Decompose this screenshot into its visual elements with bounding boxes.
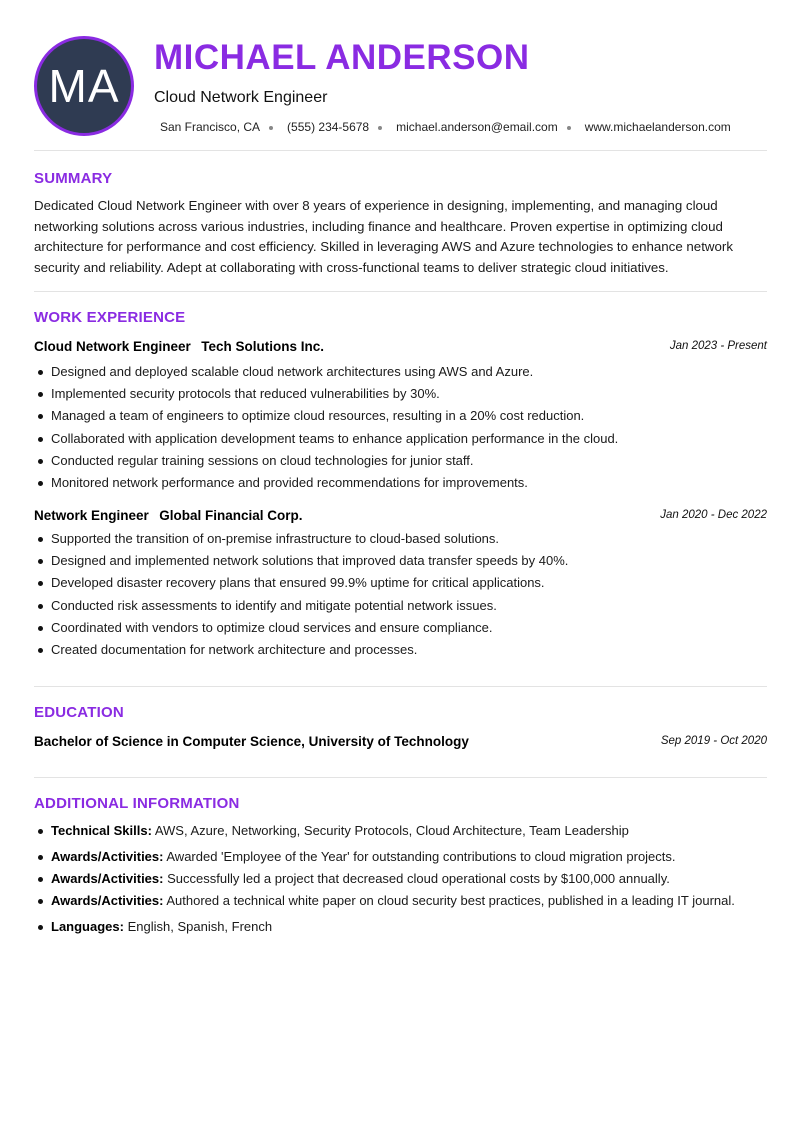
avatar xyxy=(34,36,134,136)
list-item xyxy=(34,820,767,846)
list-item: Managed a team of engineers to optimize cloud resources, resulting in a 20% cost reduction. xyxy=(34,405,767,427)
info-label: Awards/Activities: xyxy=(51,871,164,886)
list-item: Designed and implemented network solutions that improved data transfer speeds by 40%. xyxy=(34,550,767,572)
job-company: Global Financial Corp. xyxy=(159,508,303,523)
job-title: Cloud Network Engineer xyxy=(34,339,191,354)
contact-location: San Francisco, CA xyxy=(160,120,261,134)
list-item xyxy=(34,890,767,916)
education-dates: Sep 2019 - Oct 2020 xyxy=(660,735,767,747)
candidate-name: MICHAEL ANDERSON xyxy=(154,38,530,77)
contact-bar xyxy=(160,120,731,134)
info-label: Languages: xyxy=(51,919,124,934)
list-item: Conducted regular training sessions on cloud technologies for junior staff. xyxy=(34,450,767,472)
list-item: Conducted risk assessments to identify and mitigate potential network issues. xyxy=(34,595,767,617)
list-item: Collaborated with application development teams to enhance application performance in the cloud. xyxy=(34,428,767,450)
separator-dot-icon xyxy=(269,126,273,130)
info-value: Authored a technical white paper on cloud security best practices, published in a leading IT journal. xyxy=(166,893,735,908)
info-label: Awards/Activities: xyxy=(51,849,164,864)
separator-dot-icon xyxy=(378,126,382,130)
summary-text: Dedicated Cloud Network Engineer with over 8 years of experience in designing, implementing, and managing cloud networking solutions across various industries, including finance and healthcare. Proven expertise in optimizing cloud architecture for performance and cost efficiency. Skilled in leveraging AWS and Azure technologies to enhance network security and reliability. Adept at collaborating with cross-functional teams to deliver strategic cloud initiatives. xyxy=(34,198,733,275)
info-label: Technical Skills: xyxy=(51,823,152,838)
job-bullet-list xyxy=(34,361,767,494)
info-value: Successfully led a project that decreased cloud operational costs by $100,000 annually. xyxy=(167,871,670,886)
list-item: Developed disaster recovery plans that ensured 99.9% uptime for critical applications. xyxy=(34,572,767,594)
education-entry xyxy=(34,733,767,751)
avatar-initials: MA xyxy=(48,60,120,112)
info-value: English, Spanish, French xyxy=(127,919,273,934)
list-item: Implemented security protocols that reduced vulnerabilities by 30%. xyxy=(34,383,767,405)
additional-information-heading: ADDITIONAL INFORMATION xyxy=(34,795,240,812)
education-heading: EDUCATION xyxy=(34,704,124,721)
job-header xyxy=(34,507,767,525)
job-company: Tech Solutions Inc. xyxy=(201,339,324,354)
education-degree: Bachelor of Science in Computer Science, University of Technology xyxy=(34,734,469,749)
info-value: Awarded 'Employee of the Year' for outstanding contributions to cloud migration projects. xyxy=(166,849,676,864)
section-divider xyxy=(34,777,767,778)
list-item: Designed and deployed scalable cloud network architectures using AWS and Azure. xyxy=(34,361,767,383)
section-divider xyxy=(34,150,767,151)
list-item: Monitored network performance and provided recommendations for improvements. xyxy=(34,472,767,494)
candidate-role: Cloud Network Engineer xyxy=(154,89,328,106)
section-divider xyxy=(34,291,767,292)
section-divider xyxy=(34,686,767,687)
summary-heading: SUMMARY xyxy=(34,170,113,187)
job-title: Network Engineer xyxy=(34,508,149,523)
list-item: Created documentation for network architecture and processes. xyxy=(34,639,767,661)
contact-email[interactable]: michael.anderson@email.com xyxy=(396,120,558,134)
list-item xyxy=(34,846,767,868)
list-item xyxy=(34,868,767,890)
separator-dot-icon xyxy=(567,126,571,130)
job-header xyxy=(34,338,767,356)
info-label: Awards/Activities: xyxy=(51,893,164,908)
additional-info-list xyxy=(34,820,767,938)
info-value: AWS, Azure, Networking, Security Protocols, Cloud Architecture, Team Leadership xyxy=(154,823,629,838)
contact-website[interactable]: www.michaelanderson.com xyxy=(584,120,731,134)
job-dates: Jan 2020 - Dec 2022 xyxy=(660,509,767,521)
job-dates: Jan 2023 - Present xyxy=(669,340,767,352)
list-item xyxy=(34,916,767,938)
list-item: Coordinated with vendors to optimize cloud services and ensure compliance. xyxy=(34,617,767,639)
job-bullet-list xyxy=(34,528,767,661)
contact-phone: (555) 234-5678 xyxy=(287,120,370,134)
work-experience-heading: WORK EXPERIENCE xyxy=(34,309,186,326)
list-item: Supported the transition of on-premise infrastructure to cloud-based solutions. xyxy=(34,528,767,550)
